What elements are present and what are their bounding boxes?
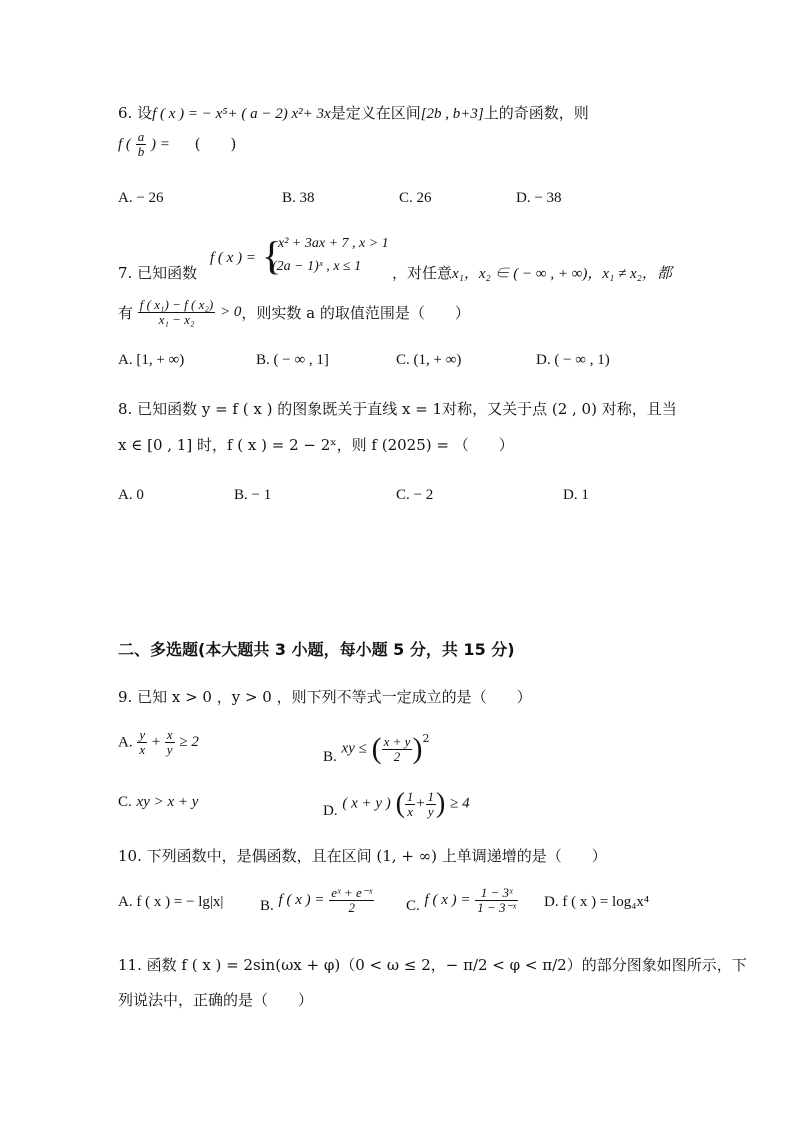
- q9-stem: 9. 已知 x > 0 ，y > 0 ，则下列不等式一定成立的是（ ）: [118, 688, 532, 706]
- q6-option-a: A. − 26: [118, 190, 164, 206]
- q7-fraction: [138, 298, 215, 327]
- q9-a-frac1: $\frac{y}{x}$: [139, 727, 146, 757]
- q6-option-d: D. − 38: [516, 190, 562, 206]
- q9-option-b-text: xy ≤: [341, 740, 367, 757]
- q7-case2: (2a − 1)ˣ , x ≤ 1: [272, 259, 362, 274]
- q10-b-frac: $\frac{\text{eˣ + e⁻ˣ}}{2}$: [331, 885, 373, 915]
- q7-x2: x₂ ∈ ( − ∞ , + ∞): [478, 266, 588, 282]
- q7-option-d: D. ( − ∞ , 1): [536, 352, 610, 368]
- q9-option-a-text: ≥ 2: [179, 734, 199, 750]
- q10-option-c: [406, 886, 518, 915]
- q7-line2-suffix: ，则实数 a 的取值范围是（ ）: [241, 304, 470, 322]
- q8-option-b: B. − 1: [234, 487, 272, 503]
- q10-option-d: D. f ( x ) = log₄x⁴: [544, 894, 650, 910]
- q9-option-c: [118, 792, 198, 811]
- q9-b-frac: $\frac{x + y}{2}$: [383, 733, 411, 764]
- q7-line2: [118, 298, 470, 327]
- q7-brace: {: [262, 233, 282, 278]
- q6-option-b: B. 38: [282, 190, 315, 206]
- q8-line2: x ∈ [0 , 1] 时，f ( x ) = 2 − 2ˣ，则 f (2025) = （ ）: [118, 436, 514, 454]
- q8-option-d: D. 1: [563, 487, 589, 503]
- q9-option-d: D. ( x + y ) ( $\frac{1}{x}$ + $\frac{1}{y}$ ) ≥ 4: [323, 788, 470, 819]
- q6-expr: f ( x ) = − x⁵+ ( a − 2) x²+ 3x: [152, 106, 331, 122]
- q9-option-c-text: xy > x + y: [136, 794, 199, 810]
- q8-option-c: C. − 2: [396, 487, 434, 503]
- q7-line1-prefix: 7. 已知函数: [118, 264, 198, 282]
- q10-c-frac: $\frac{\text{1 − 3ˣ}}{\text{1 − 3⁻ˣ}}$: [477, 885, 517, 915]
- q6-line1: [118, 102, 589, 123]
- q8-line1: 8. 已知函数 y = f ( x ) 的图象既关于直线 x = 1对称，又关于点 (2 , 0) 对称，且当: [118, 400, 677, 418]
- q6-eq: ) =: [150, 136, 170, 153]
- q6-interval: [2b , b+3]: [420, 106, 484, 122]
- q9-option-a: A. $\frac{y}{x}$ + $\frac{x}{y}$ ≥ 2: [118, 727, 199, 757]
- q7-neq: ，x₁ ≠ x₂，都: [587, 266, 672, 282]
- q6-f: f (: [118, 136, 131, 153]
- q9-option-b: B. xy ≤ ( $\frac{x + y}{2}$ )$^2$: [323, 732, 430, 765]
- q7-frac-den: x₁ − x₂: [158, 312, 195, 327]
- q10-option-c-label: C.: [406, 898, 420, 914]
- q9-option-d-label: D.: [323, 803, 338, 819]
- q8-option-a: A. 0: [118, 487, 144, 503]
- q7-f: f ( x ) =: [210, 250, 256, 266]
- q11-line1: 11. 函数 f ( x ) = 2sin(ωx + φ)（0 < ω ≤ 2，− π/2 < φ < π/2）的部分图象如图所示，下: [118, 956, 747, 974]
- q6-line2: [118, 130, 236, 159]
- q7-line2-prefix: 有: [118, 304, 134, 322]
- q10-option-b: [260, 886, 374, 915]
- q9-option-d-post: ≥ 4: [450, 795, 470, 812]
- q7-cond: [392, 262, 672, 283]
- q9-option-c-label: C.: [118, 794, 132, 810]
- q6-mid: 是定义在区间: [330, 104, 421, 122]
- q7-case1: x² + 3ax + 7 , x > 1: [278, 236, 389, 251]
- q10-option-a: A. f ( x ) = − lg|x|: [118, 894, 224, 910]
- q11-line2: 列说法中，正确的是（ ）: [118, 991, 314, 1009]
- q6-paren: ( ): [194, 134, 237, 153]
- q9-option-d-pre: ( x + y ): [342, 795, 391, 812]
- q7-gt: > 0: [219, 304, 242, 320]
- q9-option-b-label: B.: [323, 749, 337, 765]
- q10-option-c-pre: f ( x ) =: [424, 892, 471, 908]
- q7-option-c: C. (1, + ∞): [396, 352, 462, 368]
- q7-x1: x₁，: [452, 266, 479, 282]
- q6-frac-den: b: [137, 144, 145, 159]
- q6-prefix: 6. 设: [118, 104, 153, 122]
- q10-stem: 10. 下列函数中，是偶函数，且在区间 (1, + ∞) 上单调递增的是（ ）: [118, 847, 607, 865]
- q9-a-frac2: $\frac{x}{y}$: [166, 727, 173, 757]
- q9-option-a-label: A.: [118, 734, 133, 751]
- q10-option-b-label: B.: [260, 898, 274, 914]
- q7-option-a: A. [1, + ∞): [118, 352, 185, 368]
- q6-fraction: [136, 130, 147, 159]
- q7-option-b: B. ( − ∞ , 1]: [256, 352, 329, 368]
- q6-frac-num: a: [137, 129, 145, 144]
- q7-cond-text: ，对任意: [392, 264, 453, 282]
- q6-option-c: C. 26: [399, 190, 432, 206]
- section-heading: 二、多选题(本大题共 3 小题，每小题 5 分，共 15 分): [118, 640, 515, 659]
- q7-frac-num: f ( x₁) − f ( x₂): [139, 297, 214, 312]
- q6-suffix: 上的奇函数，则: [483, 104, 589, 122]
- q10-option-b-pre: f ( x ) =: [278, 892, 325, 908]
